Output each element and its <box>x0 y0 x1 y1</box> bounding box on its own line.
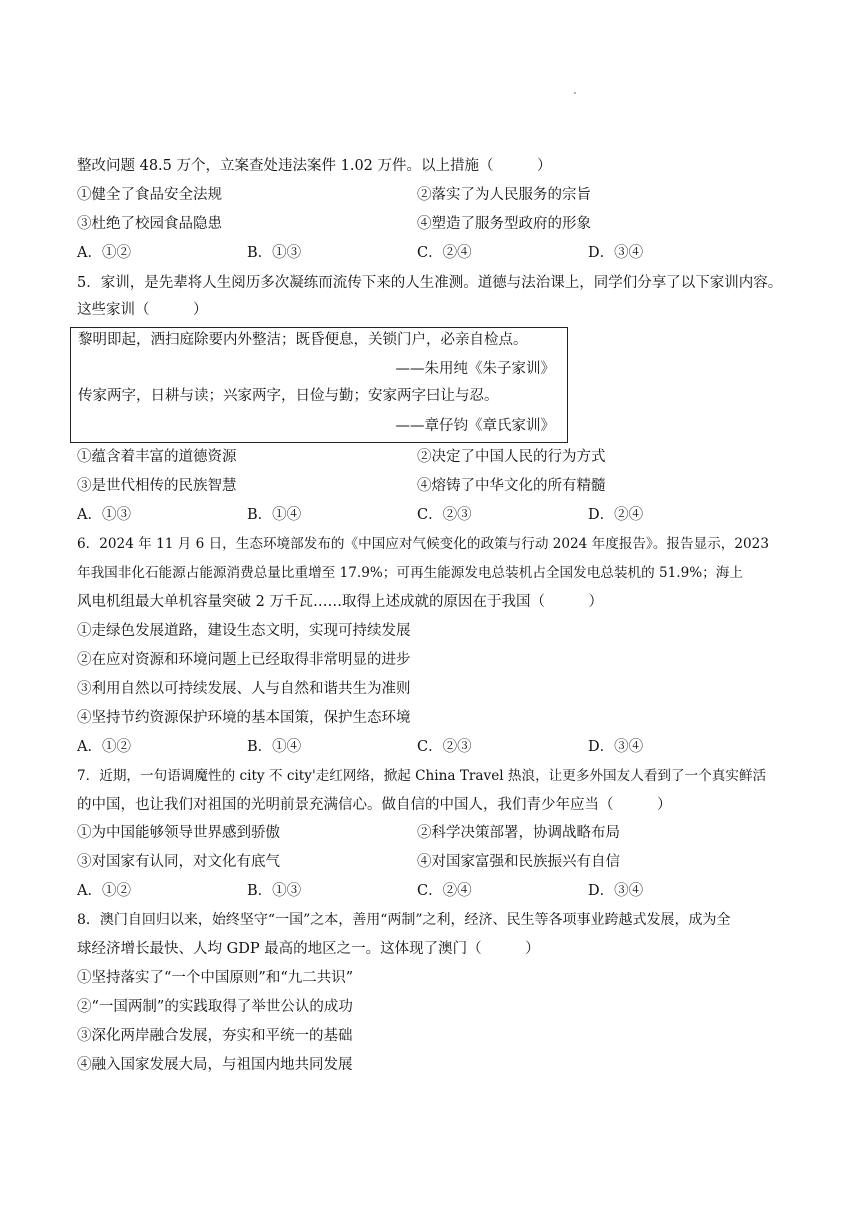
q7-statement-2: ②科学决策部署，协调战略布局 <box>417 825 620 841</box>
q6-statement-3: ③利用自然以可持续发展、人与自然和谐共生为准则 <box>77 681 411 697</box>
q5-quote-1: 黎明即起，洒扫庭除要内外整洁；既昏便息，关锁门户，必亲自检点。 <box>78 332 528 348</box>
q5-choice-c[interactable]: C．②③ <box>417 507 472 523</box>
q6-stem-line-3: 风电机组最大单机容量突破 2 万千瓦……取得上述成就的原因在于我国（ ） <box>77 594 603 610</box>
q6-stem-line-1: 6．2024 年 11 月 6 日，生态环境部发布的《中国应对气候变化的政策与行动 2024 年度报告》。报告显示，2023 <box>77 536 769 552</box>
q4-statement-4: ④塑造了服务型政府的形象 <box>417 216 591 232</box>
q4-choice-c[interactable]: C．②④ <box>417 245 472 261</box>
q5-source-2: ——章仔钧《章氏家训》 <box>395 418 555 434</box>
q4-choice-a[interactable]: A．①② <box>77 245 131 261</box>
q7-statement-3: ③对国家有认同，对文化有底气 <box>77 854 280 870</box>
q7-choice-a[interactable]: A．①② <box>77 883 131 899</box>
q7-statement-4: ④对国家富强和民族振兴有自信 <box>417 854 620 870</box>
q7-stem-line-2: 的中国，也让我们对祖国的光明前景充满信心。做自信的中国人，我们青少年应当（ ） <box>77 797 672 813</box>
q8-statement-4: ④融入国家发展大局，与祖国内地共同发展 <box>77 1057 353 1073</box>
q8-statement-2: ②“一国两制”的实践取得了举世公认的成功 <box>77 999 353 1015</box>
q7-choice-d[interactable]: D．③④ <box>588 883 644 899</box>
q6-statement-2: ②在应对资源和环境问题上已经取得非常明显的进步 <box>77 652 411 668</box>
q4-choice-b[interactable]: B．①③ <box>247 245 302 261</box>
q8-statement-1: ①坚持落实了“一个中国原则”和“九二共识” <box>77 970 354 986</box>
q5-statement-2: ②决定了中国人民的行为方式 <box>417 449 606 465</box>
q5-stem-line-1: 5．家训，是先辈将人生阅历多次凝练而流传下来的人生准测。道德与法治课上，同学们分享了以下家训内容。 <box>77 275 783 291</box>
q7-statement-1: ①为中国能够领导世界感到骄傲 <box>77 825 280 841</box>
stray-dot <box>574 92 576 94</box>
q5-statement-3: ③是世代相传的民族智慧 <box>77 478 237 494</box>
q8-statement-3: ③深化两岸融合发展，夯实和平统一的基础 <box>77 1028 353 1044</box>
q4-statement-1: ①健全了食品安全法规 <box>77 187 222 203</box>
q4-stem-tail: 整改问题 48.5 万个，立案查处违法案件 1.02 万件。以上措施（ ） <box>77 158 552 174</box>
q6-choice-d[interactable]: D．③④ <box>588 739 644 755</box>
q8-stem-line-1: 8．澳门自回归以来，始终坚守“一国”之本，善用“两制”之利，经济、民生等各项事业跨越式发展，成为全 <box>77 912 731 928</box>
q5-statement-1: ①蕴含着丰富的道德资源 <box>77 449 237 465</box>
q4-choice-d[interactable]: D．③④ <box>588 245 644 261</box>
q6-choice-b[interactable]: B．①④ <box>247 739 302 755</box>
q5-quote-2: 传家两字，日耕与读；兴家两字，日俭与勤；安家两字曰让与忍。 <box>78 388 499 404</box>
q5-choice-d[interactable]: D．②④ <box>588 507 644 523</box>
q6-stem-line-2: 年我国非化石能源占能源消费总量比重增至 17.9%；可再生能源发电总装机占全国发电总装机的 51.9%；海上 <box>77 565 743 581</box>
q5-statement-4: ④熔铸了中华文化的所有精髓 <box>417 478 606 494</box>
q6-choice-a[interactable]: A．①② <box>77 739 131 755</box>
q5-stem-line-2: 这些家训（ ） <box>77 302 208 318</box>
q5-choice-a[interactable]: A．①③ <box>77 507 131 523</box>
q6-statement-1: ①走绿色发展道路，建设生态文明，实现可持续发展 <box>77 623 411 639</box>
q4-statement-3: ③杜绝了校园食品隐患 <box>77 216 222 232</box>
q7-choice-b[interactable]: B．①③ <box>247 883 302 899</box>
q7-choice-c[interactable]: C．②④ <box>417 883 472 899</box>
q8-stem-line-2: 球经济增长最快、人均 GDP 最高的地区之一。这体现了澳门（ ） <box>77 941 540 957</box>
q6-choice-c[interactable]: C．②③ <box>417 739 472 755</box>
q7-stem-line-1: 7．近期，一句语调魔性的 city 不 city'走红网络，掀起 China Travel 热浪，让更多外国友人看到了一个真实鲜活 <box>77 768 767 784</box>
q6-statement-4: ④坚持节约资源保护环境的基本国策，保护生态环境 <box>77 710 411 726</box>
q5-quote-box <box>70 327 568 443</box>
q5-choice-b[interactable]: B．①④ <box>247 507 302 523</box>
q5-source-1: ——朱用纯《朱子家训》 <box>395 361 555 377</box>
q4-statement-2: ②落实了为人民服务的宗旨 <box>417 187 591 203</box>
